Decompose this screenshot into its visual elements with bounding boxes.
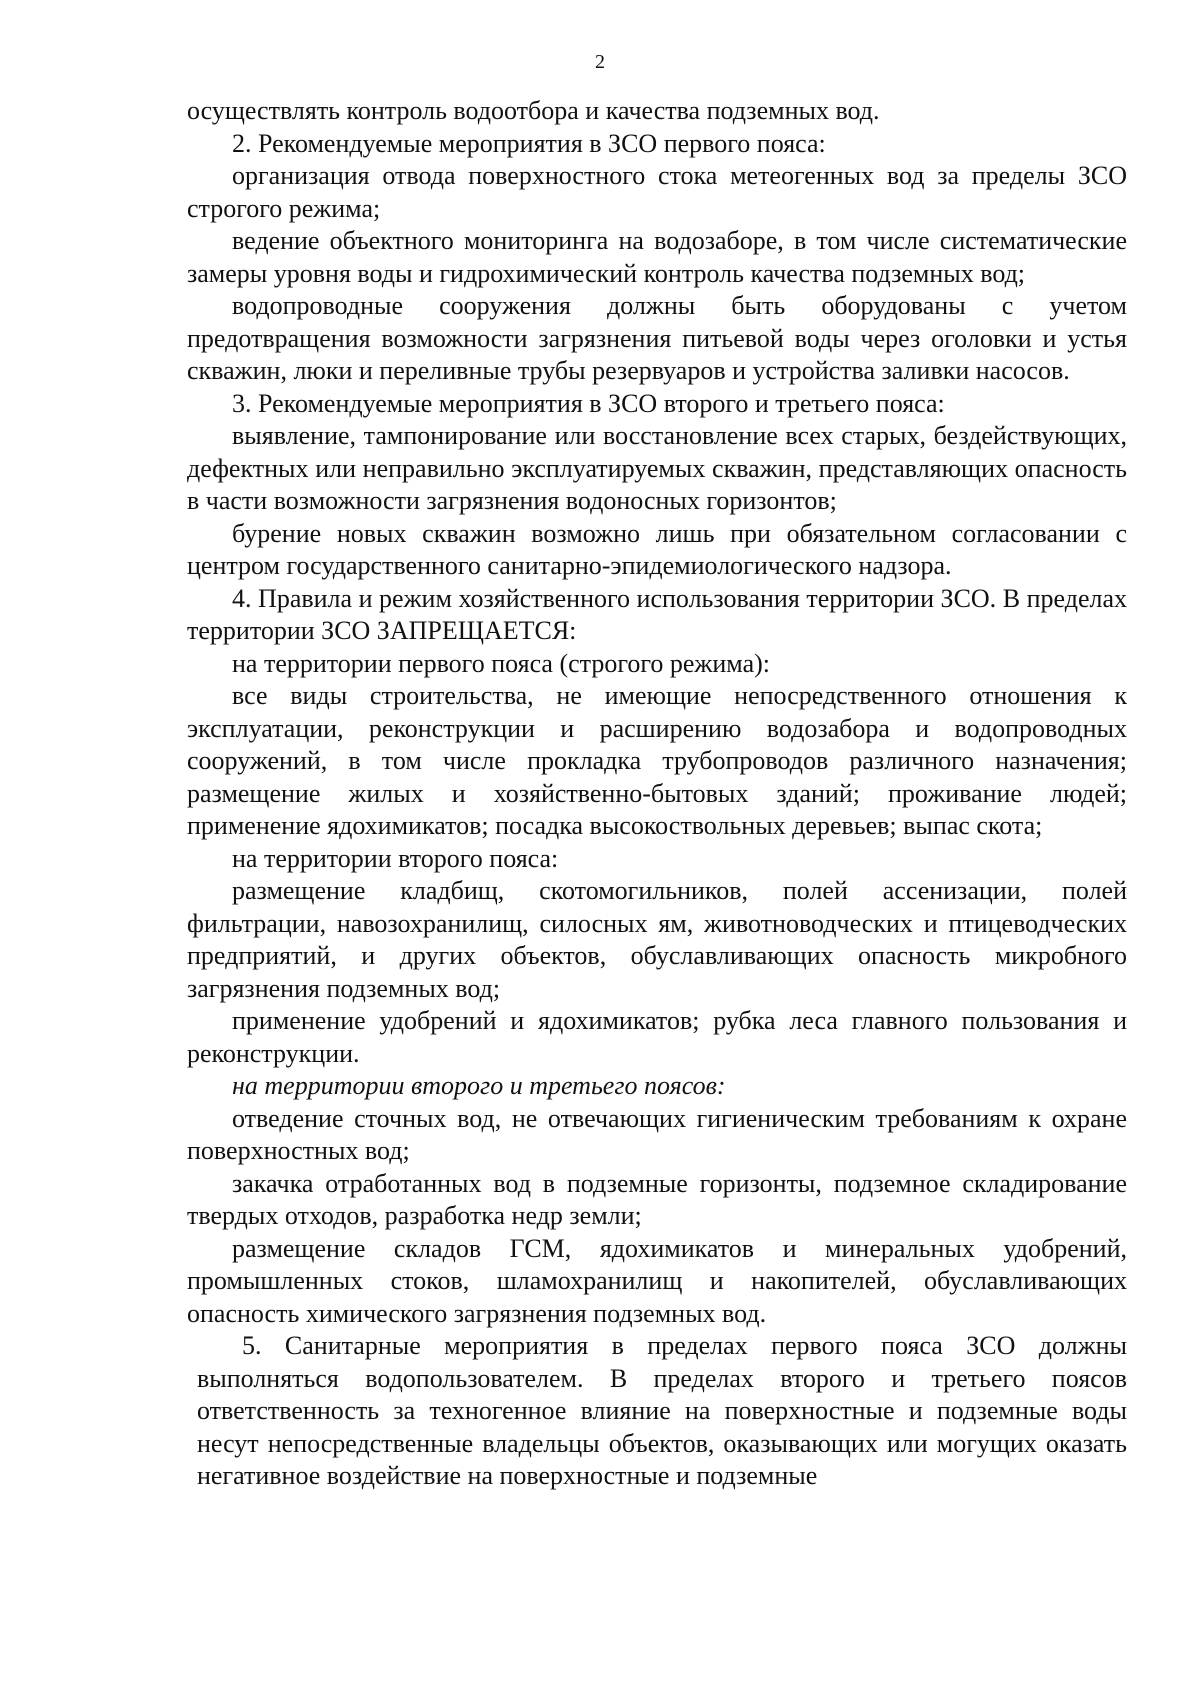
paragraph-item-4-heading: 4. Правила и режим хозяйственного использования территории ЗСО. В пределах территории ЗСО ЗАПРЕЩАЕТСЯ: [187, 583, 1127, 645]
paragraph-continuation: осуществлять контроль водоотбора и качества подземных вод. [187, 96, 880, 125]
paragraph: выявление, тампонирование или восстановление всех старых, бездействующих, дефектных или неправильно эксплуатируемых скважин, представляющих опасность в части возможности загрязнения водоносных горизонтов; [187, 421, 1127, 515]
paragraph: все виды строительства, не имеющие непосредственного отношения к эксплуатации, реконструкции и расширению водозабора и водопроводных сооружений, в том числе прокладка трубопроводов различного назначения; размещение жилых и хозяйственно-бытовых зданий; проживание людей; применение ядохимикатов; посадка высокоствольных деревьев; выпас скота; [187, 681, 1127, 840]
paragraph: водопроводные сооружения должны быть оборудованы с учетом предотвращения возможности загрязнения питьевой воды через оголовки и устья скважин, люки и переливные трубы резервуаров и устройства заливки насосов. [187, 291, 1127, 385]
paragraph: на территории первого пояса (строгого режима): [232, 648, 770, 678]
paragraph-item-5: 5. Санитарные мероприятия в пределах первого пояса ЗСО должны выполняться водопользователем. В пределах второго и третьего поясов ответственность за техногенное влияние на поверхностные и подземные воды несут непосредственные владельцы объектов, оказывающих или могущих оказать негативное воздействие на поверхностные и подземные [197, 1331, 1127, 1490]
paragraph-item-3-heading: 3. Рекомендуемые мероприятия в ЗСО второго и третьего пояса: [232, 388, 945, 418]
paragraph-item-2-heading: 2. Рекомендуемые мероприятия в ЗСО первого пояса: [232, 128, 826, 158]
paragraph: организация отвода поверхностного стока метеогенных вод за пределы ЗСО строгого режима; [187, 161, 1127, 223]
paragraph: на территории второго пояса: [232, 843, 559, 873]
page-number: 2 [595, 51, 605, 73]
paragraph: ведение объектного мониторинга на водозаборе, в том числе систематические замеры уровня воды и гидрохимический контроль качества подземных вод; [187, 226, 1127, 288]
document-body [187, 95, 1127, 1493]
paragraph: размещение кладбищ, скотомогильников, полей ассенизации, полей фильтрации, навозохранилищ, силосных ям, животноводческих и птицеводческих предприятий, и других объектов, обуславливающих опасность микробного загрязнения подземных вод; [187, 876, 1127, 1003]
paragraph: закачка отработанных вод в подземные горизонты, подземное складирование твердых отходов, разработка недр земли; [187, 1168, 1127, 1230]
paragraph: отведение сточных вод, не отвечающих гигиеническим требованиям к охране поверхностных вод; [187, 1103, 1127, 1165]
paragraph-italic-subheading: на территории второго и третьего поясов: [232, 1071, 726, 1100]
paragraph: размещение складов ГСМ, ядохимикатов и минеральных удобрений, промышленных стоков, шламохранилищ и накопителей, обуславливающих опасность химического загрязнения подземных вод. [187, 1233, 1127, 1328]
paragraph: применение удобрений и ядохимикатов; рубка леса главного пользования и реконструкции. [187, 1006, 1127, 1068]
paragraph: бурение новых скважин возможно лишь при обязательном согласовании с центром государственного санитарно-эпидемиологического надзора. [187, 518, 1127, 580]
